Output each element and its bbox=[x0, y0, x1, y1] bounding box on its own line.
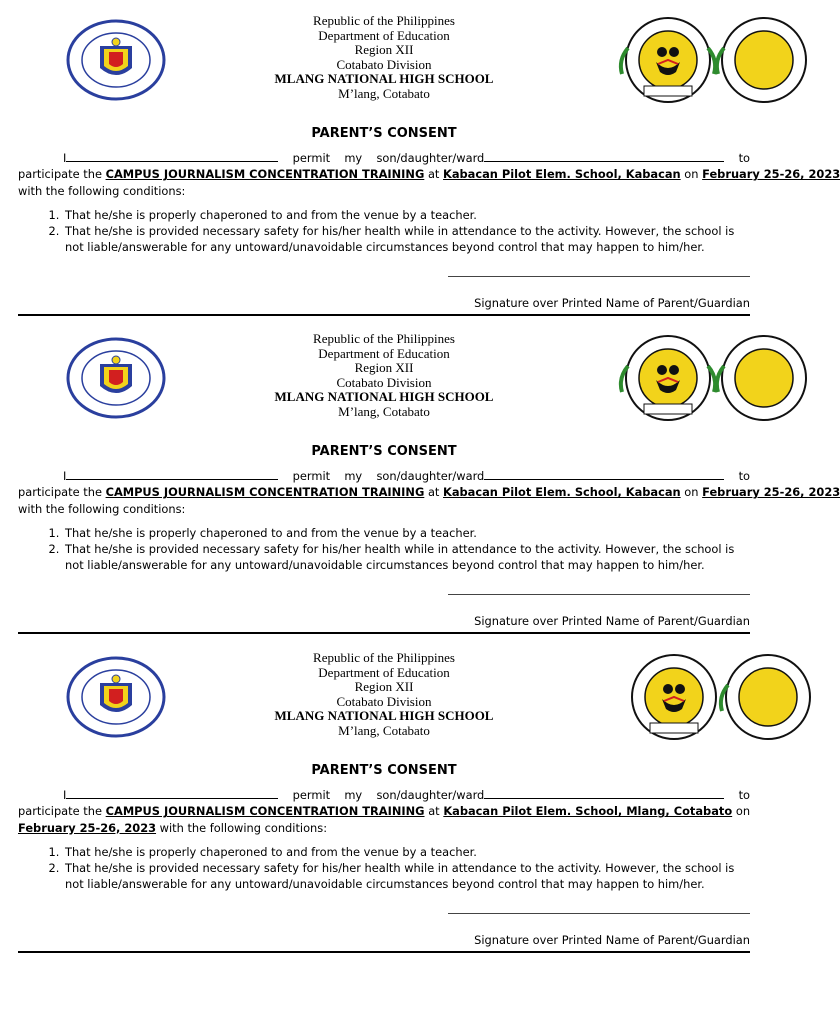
form-divider bbox=[18, 632, 750, 634]
event-name: CAMPUS JOURNALISM CONCENTRATION TRAINING bbox=[105, 485, 425, 500]
letterhead-region: Region XII bbox=[354, 42, 414, 58]
letterhead-department: Department of Education bbox=[318, 345, 450, 361]
parent-name-blank[interactable] bbox=[66, 787, 278, 799]
form-title: PARENT’S CONSENT bbox=[311, 763, 457, 778]
consent-form-3 bbox=[0, 637, 768, 955]
signature-caption: Signature over Printed Name of Parent/Guardian bbox=[474, 296, 750, 310]
signature-caption: Signature over Printed Name of Parent/Guardian bbox=[474, 933, 750, 947]
form-title: PARENT’S CONSENT bbox=[311, 126, 457, 141]
at-text: at bbox=[428, 804, 440, 819]
letterhead-republic: Republic of the Philippines bbox=[313, 331, 455, 346]
condition-item: 1. That he/she is properly chaperoned to and from the venue by a teacher. bbox=[63, 525, 750, 541]
i-label: I bbox=[63, 469, 67, 483]
consent-line-2 bbox=[18, 803, 750, 819]
conditions-list bbox=[18, 207, 750, 256]
event-dates: February 25-26, 2023 bbox=[702, 167, 840, 182]
to-text: to bbox=[738, 151, 750, 165]
event-name: CAMPUS JOURNALISM CONCENTRATION TRAINING bbox=[105, 804, 425, 819]
letterhead-school: MLANG NATIONAL HIGH SCHOOL bbox=[274, 71, 494, 87]
letterhead-department: Department of Education bbox=[318, 664, 450, 680]
form-divider bbox=[18, 951, 750, 953]
condition-text: not liable/answerable for any untoward/unavoidable circumstances beyond control that may happen to him/her. bbox=[65, 558, 705, 573]
deped-seal-icon bbox=[64, 18, 168, 102]
letterhead bbox=[234, 651, 534, 739]
at-text: at bbox=[427, 167, 440, 182]
consent-line-1 bbox=[18, 150, 750, 166]
letterhead bbox=[234, 332, 534, 420]
condition-text: not liable/answerable for any untoward/unavoidable circumstances beyond control that may happen to him/her. bbox=[65, 240, 705, 255]
venue: Kabacan Pilot Elem. School, Mlang, Cotabato bbox=[443, 804, 733, 819]
i-label: I bbox=[63, 151, 67, 165]
child-name-blank[interactable] bbox=[484, 150, 724, 162]
conditions-list bbox=[18, 844, 750, 893]
condition-item bbox=[63, 223, 750, 256]
permit-text: permit my son/daughter/ward bbox=[292, 469, 485, 483]
letterhead-address: M’lang, Cotabato bbox=[338, 403, 430, 419]
letterhead-region: Region XII bbox=[354, 360, 414, 376]
letterhead-republic: Republic of the Philippines bbox=[313, 13, 455, 28]
school-seal-icon bbox=[614, 332, 768, 426]
permit-text: permit my son/daughter/ward bbox=[292, 788, 485, 802]
event-dates: February 25-26, 2023 bbox=[702, 485, 840, 500]
conditions-list bbox=[18, 525, 750, 574]
condition-item: 1. That he/she is properly chaperoned to and from the venue by a teacher. bbox=[63, 207, 750, 223]
consent-line-2 bbox=[18, 484, 840, 500]
letterhead-division: Cotabato Division bbox=[336, 374, 432, 390]
deped-seal-icon bbox=[64, 655, 168, 739]
participate-text: participate the bbox=[18, 485, 102, 500]
signature-line[interactable] bbox=[448, 276, 750, 277]
at-text: at bbox=[427, 485, 440, 500]
venue: Kabacan Pilot Elem. School, Kabacan bbox=[443, 167, 681, 182]
condition-text: That he/she is provided necessary safety for his/her health while in attendance to the activity. However, the school is bbox=[65, 542, 735, 557]
signature-caption: Signature over Printed Name of Parent/Guardian bbox=[474, 614, 750, 628]
letterhead-department: Department of Education bbox=[318, 27, 450, 43]
condition-item: 1. That he/she is properly chaperoned to and from the venue by a teacher. bbox=[63, 844, 750, 860]
on-text: on bbox=[684, 167, 699, 182]
letterhead-division: Cotabato Division bbox=[336, 693, 432, 709]
child-name-blank[interactable] bbox=[484, 787, 724, 799]
child-name-blank[interactable] bbox=[484, 468, 724, 480]
form-divider bbox=[18, 314, 750, 316]
condition-item bbox=[63, 860, 750, 893]
condition-text: That he/she is provided necessary safety for his/her health while in attendance to the activity. However, the school is bbox=[65, 861, 735, 876]
school-seal-icon bbox=[614, 14, 768, 108]
on-text: on bbox=[684, 485, 699, 500]
signature-line[interactable] bbox=[448, 594, 750, 595]
consent-line-1 bbox=[18, 787, 750, 803]
consent-line-2 bbox=[18, 166, 840, 182]
parent-name-blank[interactable] bbox=[66, 468, 278, 480]
on-text: on bbox=[735, 804, 751, 819]
letterhead-republic: Republic of the Philippines bbox=[313, 650, 455, 665]
consent-body bbox=[18, 787, 750, 893]
venue: Kabacan Pilot Elem. School, Kabacan bbox=[443, 485, 681, 500]
letterhead-region: Region XII bbox=[354, 679, 414, 695]
i-label: I bbox=[63, 788, 67, 802]
consent-line-3 bbox=[18, 183, 750, 199]
school-seal-icon bbox=[614, 651, 768, 745]
letterhead-address: M’lang, Cotabato bbox=[338, 85, 430, 101]
consent-form-1 bbox=[0, 0, 840, 318]
consent-line-3 bbox=[18, 820, 750, 836]
form-title: PARENT’S CONSENT bbox=[311, 444, 457, 459]
conditions-intro: with the following conditions: bbox=[18, 501, 186, 516]
parent-name-blank[interactable] bbox=[66, 150, 278, 162]
letterhead-school: MLANG NATIONAL HIGH SCHOOL bbox=[274, 389, 494, 405]
condition-item bbox=[63, 541, 750, 574]
participate-text: participate the bbox=[18, 804, 102, 819]
conditions-intro: with the following conditions: bbox=[159, 820, 328, 835]
consent-body bbox=[18, 468, 840, 574]
consent-line-3 bbox=[18, 501, 750, 517]
consent-body bbox=[18, 150, 840, 256]
condition-text: That he/she is provided necessary safety for his/her health while in attendance to the activity. However, the school is bbox=[65, 224, 735, 239]
consent-line-1 bbox=[18, 468, 750, 484]
participate-text: participate the bbox=[18, 167, 102, 182]
consent-form-2 bbox=[0, 318, 840, 636]
letterhead-school: MLANG NATIONAL HIGH SCHOOL bbox=[274, 708, 494, 724]
deped-seal-icon bbox=[64, 336, 168, 420]
event-dates: February 25-26, 2023 bbox=[18, 820, 157, 835]
letterhead-division: Cotabato Division bbox=[336, 56, 432, 72]
letterhead-address: M’lang, Cotabato bbox=[338, 722, 430, 738]
to-text: to bbox=[738, 469, 750, 483]
conditions-intro: with the following conditions: bbox=[18, 183, 186, 198]
permit-text: permit my son/daughter/ward bbox=[292, 151, 485, 165]
letterhead bbox=[234, 14, 534, 102]
condition-text: not liable/answerable for any untoward/unavoidable circumstances beyond control that may happen to him/her. bbox=[65, 877, 705, 892]
event-name: CAMPUS JOURNALISM CONCENTRATION TRAINING bbox=[105, 167, 425, 182]
signature-line[interactable] bbox=[448, 913, 750, 914]
to-text: to bbox=[738, 788, 750, 802]
